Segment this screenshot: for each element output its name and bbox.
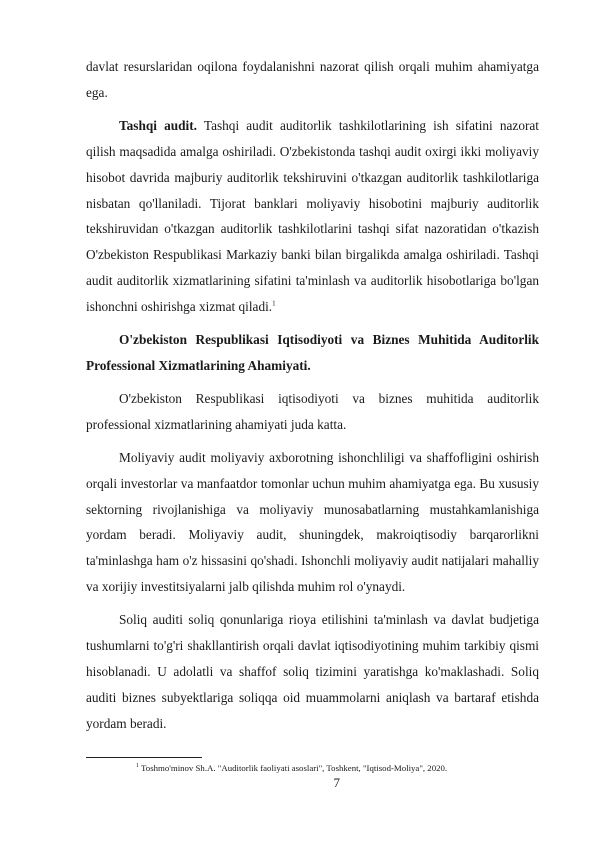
footnote-text: Toshmo'minov Sh.A. "Auditorlik faoliyati asoslari", Toshkent, "Iqtisod-Moliya", 2020. xyxy=(139,763,448,773)
section-heading: O'zbekiston Respublikasi Iqtisodiyoti va Biznes Muhitida Auditorlik Professional Xizmatlarining Ahamiyati. xyxy=(86,332,539,373)
paragraph-external-audit xyxy=(86,113,539,320)
footnote-reference[interactable]: 1 xyxy=(272,299,276,308)
paragraph-continuation: davlat resurslaridan oqilona foydalanishni nazorat qilish orqali muhim ahamiyatga ega. xyxy=(86,59,539,100)
footnote-number: 1 xyxy=(136,763,139,770)
external-audit-lead: Tashqi audit. xyxy=(119,117,197,133)
paragraph-financial-audit: Moliyaviy audit moliyaviy axborotning ishonchliligi va shaffofligini oshirish orqali investorlar va manfaatdor tomonlar uchun muhim ahamiyatga ega. Bu xususiy sektorning rivojlanishiga va moliyaviy munosabatlarning mustahkamlanishiga yordam beradi. Moliyaviy audit, shuningdek, makroiqtisodiy barqarorlikni ta'minlashga ham o'z hissasini qo'shadi. Ishonchli moliyaviy audit natijalari mahalliy va xorijiy investitsiyalarni jalb qilishda muhim rol o'ynaydi. xyxy=(86,449,539,595)
body-text xyxy=(86,54,539,744)
paragraph-importance: O'zbekiston Respublikasi iqtisodiyoti va biznes muhitida auditorlik professional xizmatlarining ahamiyati juda katta. xyxy=(86,390,539,432)
footnote-divider xyxy=(86,757,202,758)
footnote xyxy=(136,762,536,774)
paragraph-tax-audit: Soliq auditi soliq qonunlariga rioya etilishini ta'minlash va davlat budjetiga tushumlarni to'g'ri shakllantirish orqali davlat iqtisodiyotining muhim tarkibiy qismi hisoblanadi. U adolatli va shaffof soliq tizimini yaratishga ko'maklashadi. Soliq auditi biznes subyektlariga soliqqa oid muammolarni aniqlash va bartaraf etishda yordam beradi. xyxy=(86,612,539,731)
external-audit-text: Tashqi audit auditorlik tashkilotlarining ish sifatini nazorat qilish maqsadida amalga oshiriladi. O'zbekistonda tashqi audit oxirgi ikki moliyaviy hisobot davrida majburiy auditorlik tekshiruvini o'tkazgan auditorlik tashkilotlariga nisbatan qo'llaniladi. Tijorat banklari moliyaviy hisobotini majburiy auditorlik tekshiruvidan o'tkazgan auditorlik tashkilotlarini tashqi sifat nazoratidan o'tkazish O'zbekiston Respublikasi Markaziy banki bilan birgalikda amalga oshiriladi. Tashqi audit auditorlik xizmatlarining sifatini ta'minlash va auditorlik hisobotlariga bo'lgan ishonchni oshirishga xizmat qiladi. xyxy=(86,117,539,315)
page-number: 7 xyxy=(333,775,340,790)
